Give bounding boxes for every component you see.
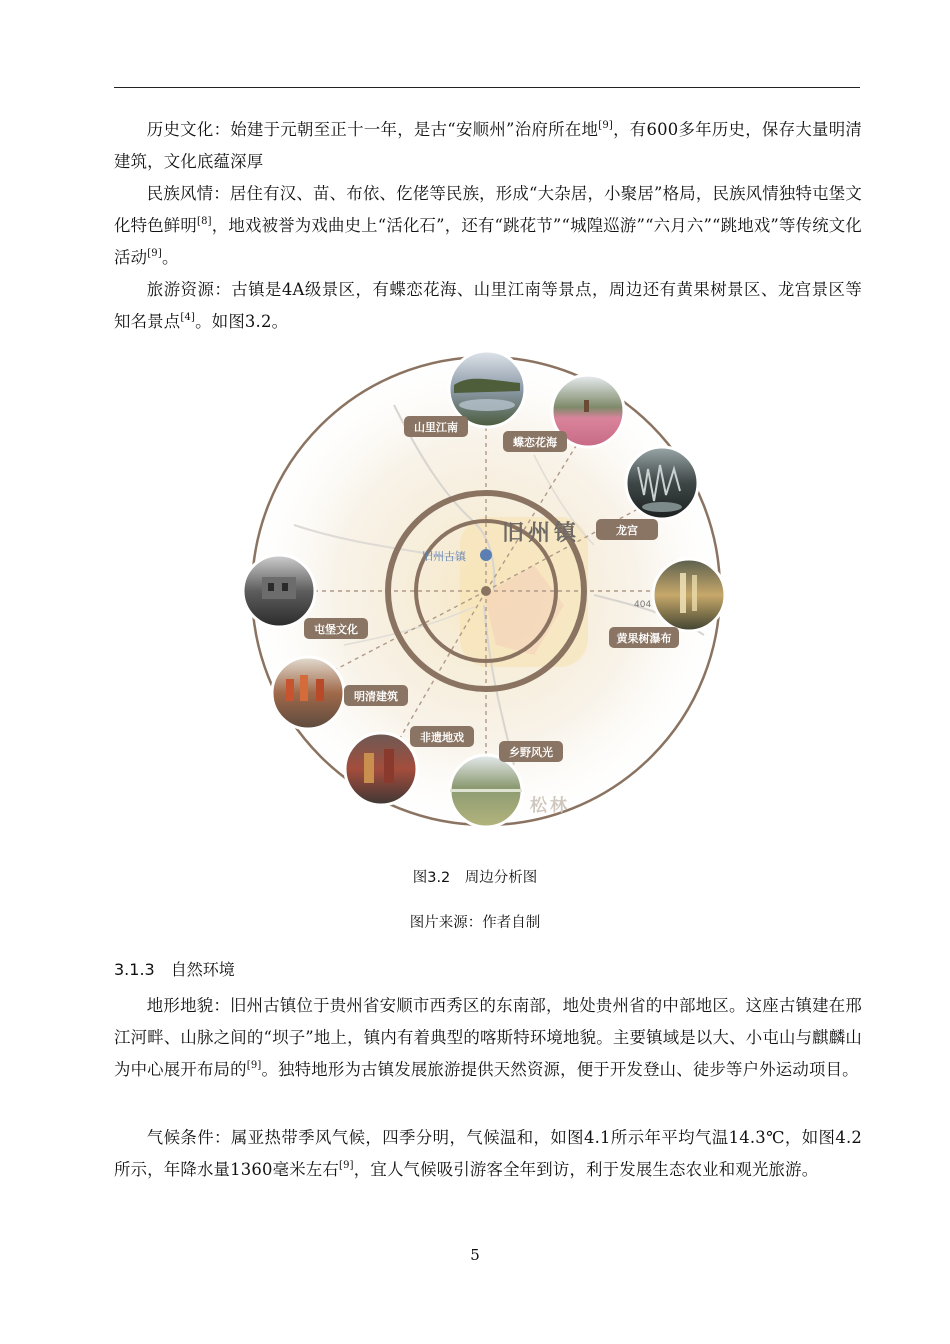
label-xiangye [499,741,563,762]
label-mingqing [344,685,408,706]
svg-text:蝶恋花海: 蝶恋花海 [513,436,557,449]
figure-caption: 图3.2 周边分析图 [412,870,538,886]
label-longgong [596,519,658,540]
svg-text:明清建筑: 明清建筑 [354,690,398,703]
center-dot [481,586,491,596]
svg-text:山里江南: 山里江南 [414,421,458,434]
label-tunbao [304,618,368,639]
figure-source: 图片来源：作者自制 [409,915,541,931]
label-feiyi [410,726,474,747]
label-dielian [503,431,567,452]
road-number: 404 [634,600,652,610]
svg-text:龙宫: 龙宫 [616,524,638,537]
photo-shanli [449,351,525,427]
svg-text:黄果树瀑布: 黄果树瀑布 [616,632,672,645]
paragraph-tourism: 旅游资源：古镇是4A级景区，有蝶恋花海、山里江南等景点，周边还有黄果树景区、龙宫景区等知名景点[4]。如图3.2。 [114,280,862,331]
old-town-label: 旧州古镇 [422,550,466,563]
svg-text:屯堡文化: 屯堡文化 [314,623,358,636]
photo-mingqing [272,657,344,729]
photo-longgong [626,447,698,519]
paragraph-climate: 气候条件：属亚热带季风气候，四季分明，气候温和，如图4.1所示年平均气温14.3℃，如图4.2所示，年降水量1360毫米左右[9]，宜人气候吸引游客全年到访，利于发展生态农业和观光旅游。 [114,1128,862,1179]
header-rule [114,87,860,88]
old-town-marker-icon [480,549,492,561]
paragraph-terrain: 地形地貌：旧州古镇位于贵州省安顺市西秀区的东南部，地处贵州省的中部地区。这座古镇建在邢江河畔、山脉之间的“坝子”地上，镇内有着典型的喀斯特环境地貌。主要镇域是以大、小屯山与麒麟山为中心展开布局的[9]。独特地形为古镇发展旅游提供天然资源，便于开发登山、徒步等户外运动项目。 [114,996,862,1079]
photo-feiyi [345,733,417,805]
paragraph-ethnic: 民族风情：居住有汉、苗、布依、仡佬等民族，形成“大杂居，小聚居”格局，民族风情独特屯堡文化特色鲜明[8]，地戏被誉为戏曲史上“活化石”，还有“跳花节”“城隍巡游”“六月六”“跳地戏”等传统文化活动[9]。 [114,184,863,267]
paragraph-history: 历史文化：始建于元朝至正十一年，是古“安顺州”治府所在地[9]，有600多年历史，保存大量明清建筑，文化底蕴深厚 [114,120,862,171]
svg-text:非遗地戏: 非遗地戏 [420,731,464,744]
figure-svg [234,345,744,835]
photo-xiangye [450,755,522,827]
label-shanli [404,416,468,437]
page-number: 5 [470,1246,480,1264]
surrounding-analysis-figure [234,345,744,835]
section-heading: 3.1.3 自然环境 [114,960,235,979]
town-name: 旧州镇 [502,521,581,546]
photo-tunbao [243,555,315,627]
svg-text:乡野风光: 乡野风光 [509,746,553,759]
label-huangguoshu [609,627,679,648]
faint-place-name: 松林 [530,796,570,816]
photo-huangguoshu [653,559,725,631]
